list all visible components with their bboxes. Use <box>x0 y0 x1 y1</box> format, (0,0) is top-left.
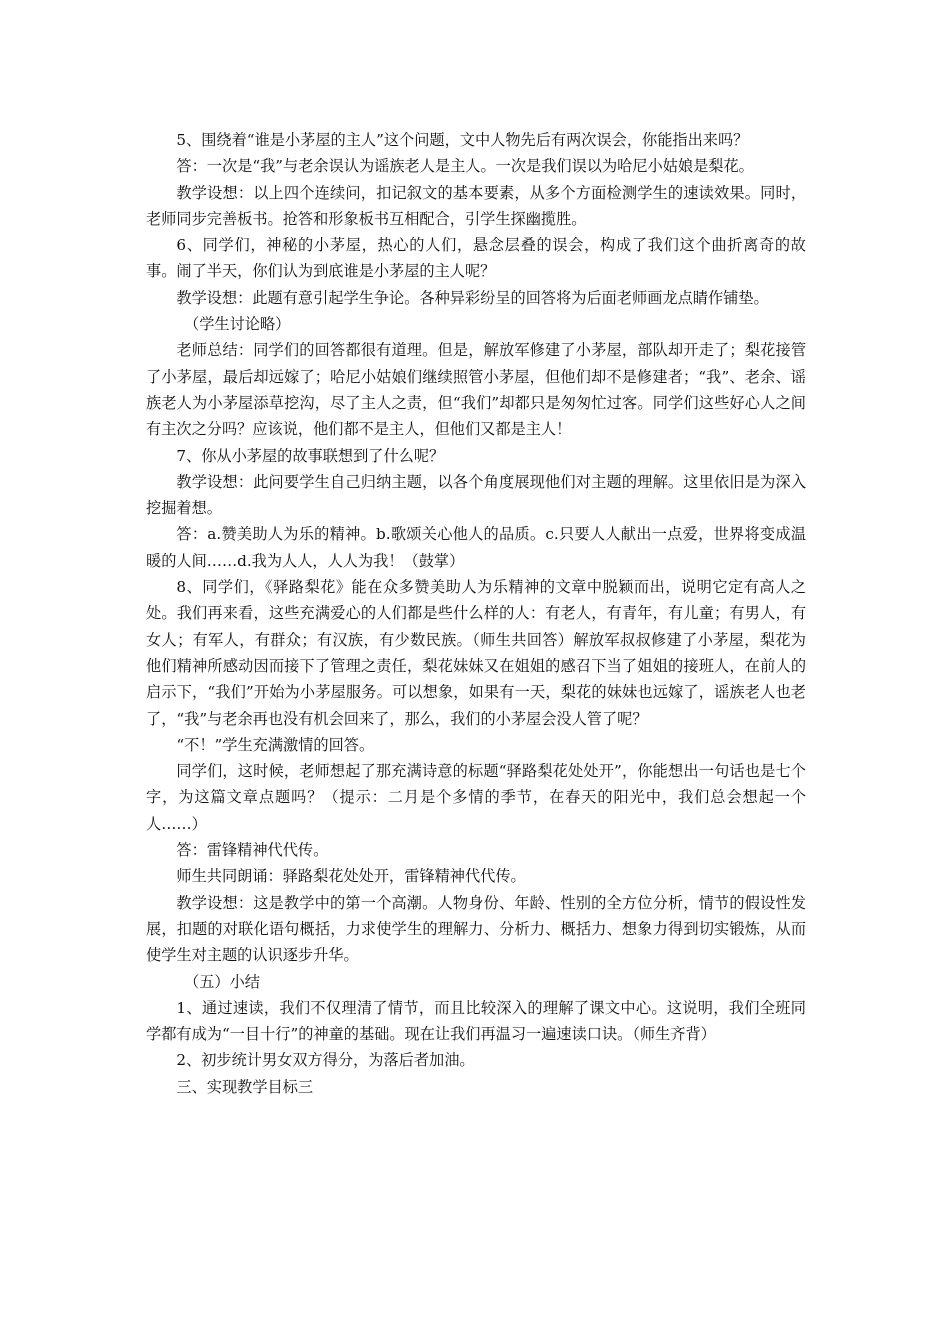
question-8: 8、同学们，《驿路梨花》能在众多赞美助人为乐精神的文章中脱颖而出，说明它定有高人之处。我们再来看，这些充满爱心的人们都是些什么样的人：有老人，有青年，有儿童；有男人，有女人；有军人，有群众；有汉族，有少数民族。（师生共回答）解放军叔叔修建了小茅屋，梨花为他们精神所感动因而接下了管理之责任，梨花妹妹又在姐姐的感召下当了姐姐的接班人，在前人的启示下，“我们”开始为小茅屋服务。可以想象，如果有一天，梨花的妹妹也远嫁了，谣族老人也老了，“我”与老余再也没有机会回来了，那么，我们的小茅屋会没人管了呢？ <box>146 578 806 728</box>
recitation: 师生共同朗诵：驿路梨花处处开，雷锋精神代代传。 <box>176 867 526 886</box>
section-heading-summary: （五）小结 <box>184 972 260 991</box>
question-7: 7、你从小茅屋的故事联想到了什么呢？ <box>176 446 445 465</box>
answer-8: 答：雷锋精神代代传。 <box>176 841 329 860</box>
summary-item-1: 1、通过速读，我们不仅理清了情节，而且比较深入的理解了课文中心。这说明，我们全班同学都有成为“一目十行”的神童的基础。现在让我们再温习一遍速读口诀。（师生齐背） <box>146 998 806 1044</box>
answer-7: 答：a.赞美助人为乐的精神。b.歌颂关心他人的品质。c.只要人人献出一点爱，世界将变成温暖的人间……d.我为人人，人人为我！（鼓掌） <box>146 525 806 570</box>
teaching-idea-2: 教学设想：此题有意引起学生争论。各种异彩纷呈的回答将为后面老师画龙点睛作铺垫。 <box>176 288 769 307</box>
teaching-idea-1: 教学设想：以上四个连续问，扣记叙文的基本要素，从多个方面检测学生的速读效果。同时，老师同步完善板书。抢答和形象板书互相配合，引学生探幽揽胜。 <box>146 183 806 228</box>
question-6: 6、同学们，神秘的小茅屋，热心的人们，悬念层叠的误会，构成了我们这个曲折离奇的故事。闹了半天，你们认为到底谁是小茅屋的主人呢？ <box>146 236 806 281</box>
title-prompt: 同学们，这时候，老师想起了那充满诗意的标题“驿路梨花处处开”，你能想出一句话也是七个字，为这篇文章点题吗？（提示：二月是个多情的季节，在春天的阳光中，我们总会想起一个人……） <box>146 762 806 833</box>
summary-item-2: 2、初步统计男女双方得分，为落后者加油。 <box>176 1051 475 1070</box>
teaching-idea-4: 教学设想：这是教学中的第一个高潮。人物身份、年龄、性别的全方位分析，情节的假设性发展，扣题的对联化语句概括，力求使学生的理解力、分析力、概括力、想象力得到切实锻炼，从而使学生对主题的认识逐步升华。 <box>146 893 806 965</box>
teaching-idea-3: 教学设想：此问要学生自己归纳主题，以各个角度展现他们对主题的理解。这里依旧是为深入挖掘着想。 <box>146 472 806 518</box>
discussion-note: （学生讨论略） <box>184 315 291 334</box>
document-page <box>146 127 806 1100</box>
student-response: “不！”学生充满激情的回答。 <box>176 735 375 754</box>
answer-5: 答：一次是“我”与老余误认为谣族老人是主人。一次是我们误以为哈尼小姑娘是梨花。 <box>176 157 754 176</box>
question-5: 5、围绕着“谁是小茅屋的主人”这个问题，文中人物先后有两次误会，你能指出来吗？ <box>176 131 749 149</box>
teacher-summary: 老师总结：同学们的回答都很有道理。但是，解放军修建了小茅屋，部队却开走了；梨花接管了小茅屋，最后却远嫁了；哈尼小姑娘们继续照管小茅屋，但他们却不是修建者；“我”、老余、谣族老人为小茅屋添草挖沟，尽了主人之责，但“我们”却都只是匆匆忙过客。同学们这些好心人之间有主次之分吗？应该说，他们都不是主人，但他们又都是主人！ <box>146 341 806 439</box>
section-heading-goal-3: 三、实现教学目标三 <box>176 1077 314 1096</box>
